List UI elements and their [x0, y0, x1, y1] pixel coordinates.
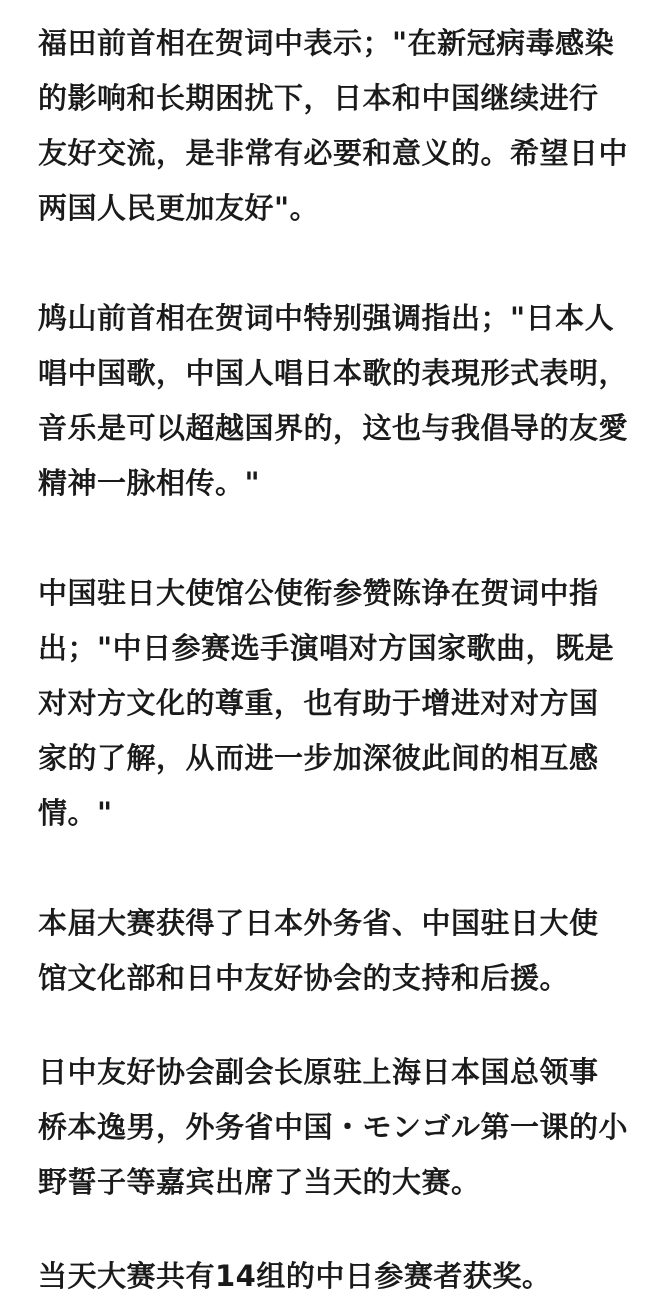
text-line: 鸠山前首相在贺词中特别强调指出；"日本人 [38, 301, 615, 335]
text-line: 两国人民更加友好"。 [38, 191, 320, 225]
text-line: 友好交流，是非常有必要和意义的。希望日中 [38, 136, 629, 170]
text-line: 桥本逸男，外务省中国・モンゴル第一课的小 [38, 1110, 629, 1144]
text-line: 唱中国歌，中国人唱日本歌的表現形式表明， [38, 356, 629, 390]
paragraph-embassy [38, 566, 664, 841]
text-line: 出；"中日参赛选手演唱对方国家歌曲，既是 [38, 631, 615, 665]
paragraph-guests [38, 1045, 664, 1210]
paragraph-fukuda [38, 16, 664, 236]
text-line: 福田前首相在贺词中表示；"在新冠病毒感染 [38, 26, 615, 60]
text-line: 本届大赛获得了日本外务省、中国驻日大使 [38, 906, 599, 940]
text-line: 当天大赛共有14组的中日参赛者获奖。 [38, 1259, 552, 1293]
paragraph-spacer [38, 1006, 664, 1045]
paragraph-spacer [38, 841, 664, 896]
paragraph-spacer [38, 511, 664, 566]
text-line: 对对方文化的尊重，也有助于增进对对方国 [38, 686, 599, 720]
text-line: 馆文化部和日中友好协会的支持和后援。 [38, 961, 570, 995]
paragraph-support [38, 896, 664, 1006]
article-body [38, 16, 664, 1304]
text-line: 的影响和长期困扰下，日本和中国继续进行 [38, 81, 599, 115]
paragraph-spacer [38, 1210, 664, 1249]
paragraph-spacer [38, 236, 664, 291]
text-line: 中国驻日大使馆公使衔参赞陈诤在贺词中指 [38, 576, 599, 610]
text-line: 家的了解，从而进一步加深彼此间的相互感 [38, 741, 599, 775]
text-line: 野誓子等嘉宾出席了当天的大赛。 [38, 1165, 481, 1199]
text-line: 日中友好协会副会长原驻上海日本国总领事 [38, 1055, 599, 1089]
paragraph-winners [38, 1249, 664, 1304]
paragraph-hatoyama [38, 291, 664, 511]
text-line: 音乐是可以超越国界的，这也与我倡导的友愛 [38, 411, 629, 445]
text-line: 情。" [38, 796, 113, 830]
text-line: 精神一脉相传。" [38, 466, 261, 500]
